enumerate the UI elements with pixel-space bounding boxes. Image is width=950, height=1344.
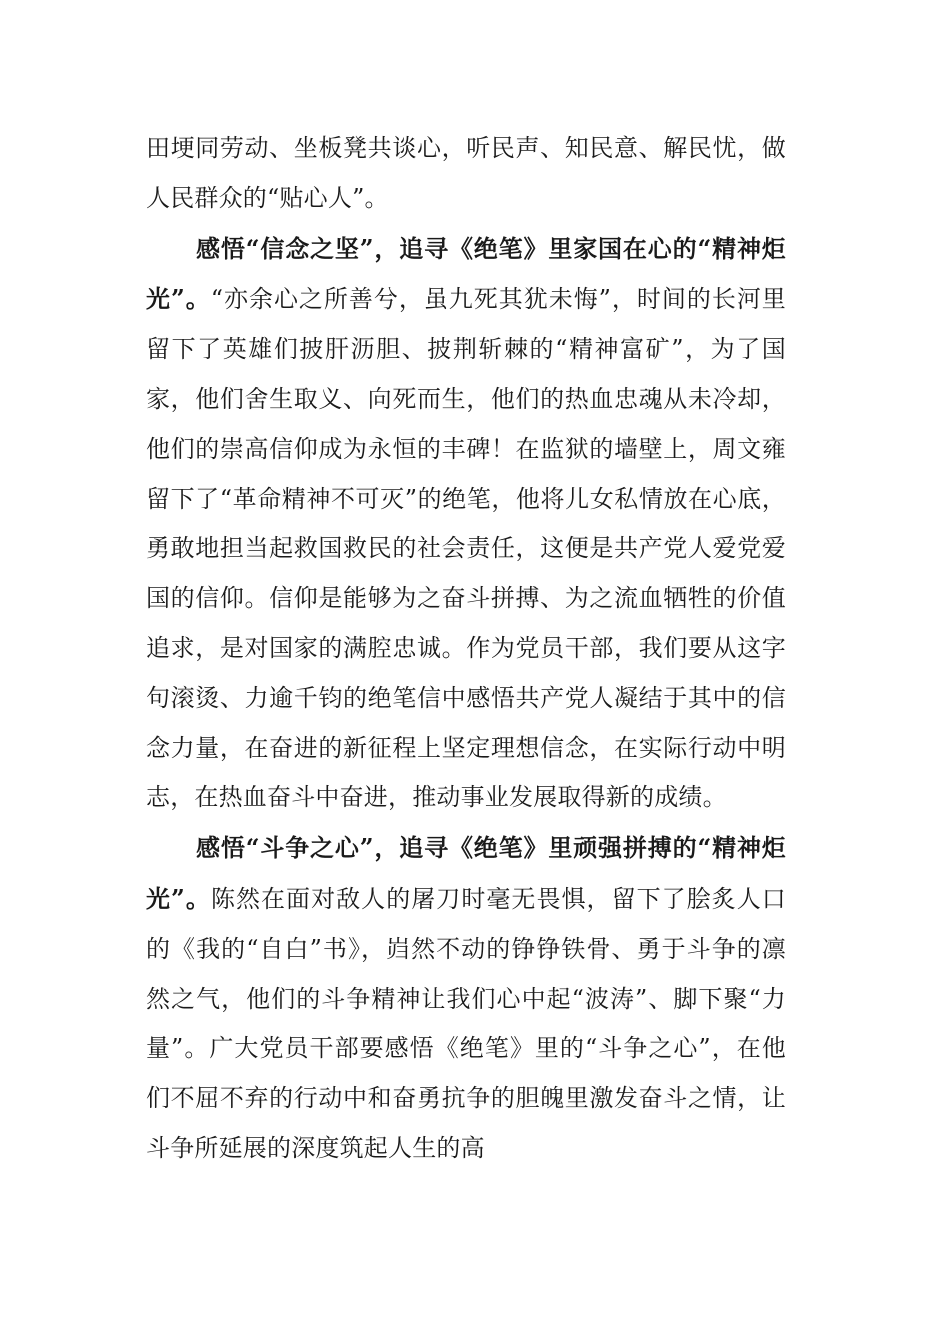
paragraph-body: “亦余心之所善兮，虽九死其犹未悔”，时间的长河里留下了英雄们披肝沥胆、披荆斩棘的“精神富矿”，为了国家，他们舍生取义、向死而生，他们的热血忠魂从未冷却，他们的崇高信仰成为永恒的丰碑！在监狱的墙壁上，周文雍留下了“革命精神不可灭”的绝笔，他将儿女私情放在心底，勇敢地担当起救国救民的社会责任，这便是共产党人爱党爱国的信仰。信仰是能够为之奋斗拼搏、为之流血牺牲的价值追求，是对国家的满腔忠诚。作为党员干部，我们要从这字句滚烫、力逾千钧的绝笔信中感悟共产党人凝结于其中的信念力量，在奋进的新征程上坚定理想信念，在实际行动中明志，在热血奋斗中奋进，推动事业发展取得新的成绩。 — [146, 285, 787, 812]
document-page — [146, 124, 786, 1174]
paragraph-body: 田埂同劳动、坐板凳共谈心，听民声、知民意、解民忧，做人民群众的“贴心人”。 — [146, 134, 786, 212]
paragraph-heading: 感悟“信念之坚”，追寻《绝笔》里家国在心的“精神炬光”。 — [146, 233, 786, 314]
paragraph-heading: 感悟“斗争之心”，追寻《绝笔》里顽强拼搏的“精神炬光”。 — [146, 833, 786, 913]
paragraph-faith — [146, 224, 786, 824]
paragraph-struggle — [146, 823, 786, 1174]
paragraph-continuation — [146, 124, 786, 224]
paragraph-body: 陈然在面对敌人的屠刀时毫无畏惧，留下了脍炙人口的《我的“自白”书》，岿然不动的铮铮铁骨、勇于斗争的凛然之气，他们的斗争精神让我们心中起“波涛”、脚下聚“力量”。广大党员干部要感悟《绝笔》里的“斗争之心”，在他们不屈不弃的行动中和奋勇抗争的胆魄里激发奋斗之情，让斗争所延展的深度筑起人生的高 — [146, 884, 787, 1162]
